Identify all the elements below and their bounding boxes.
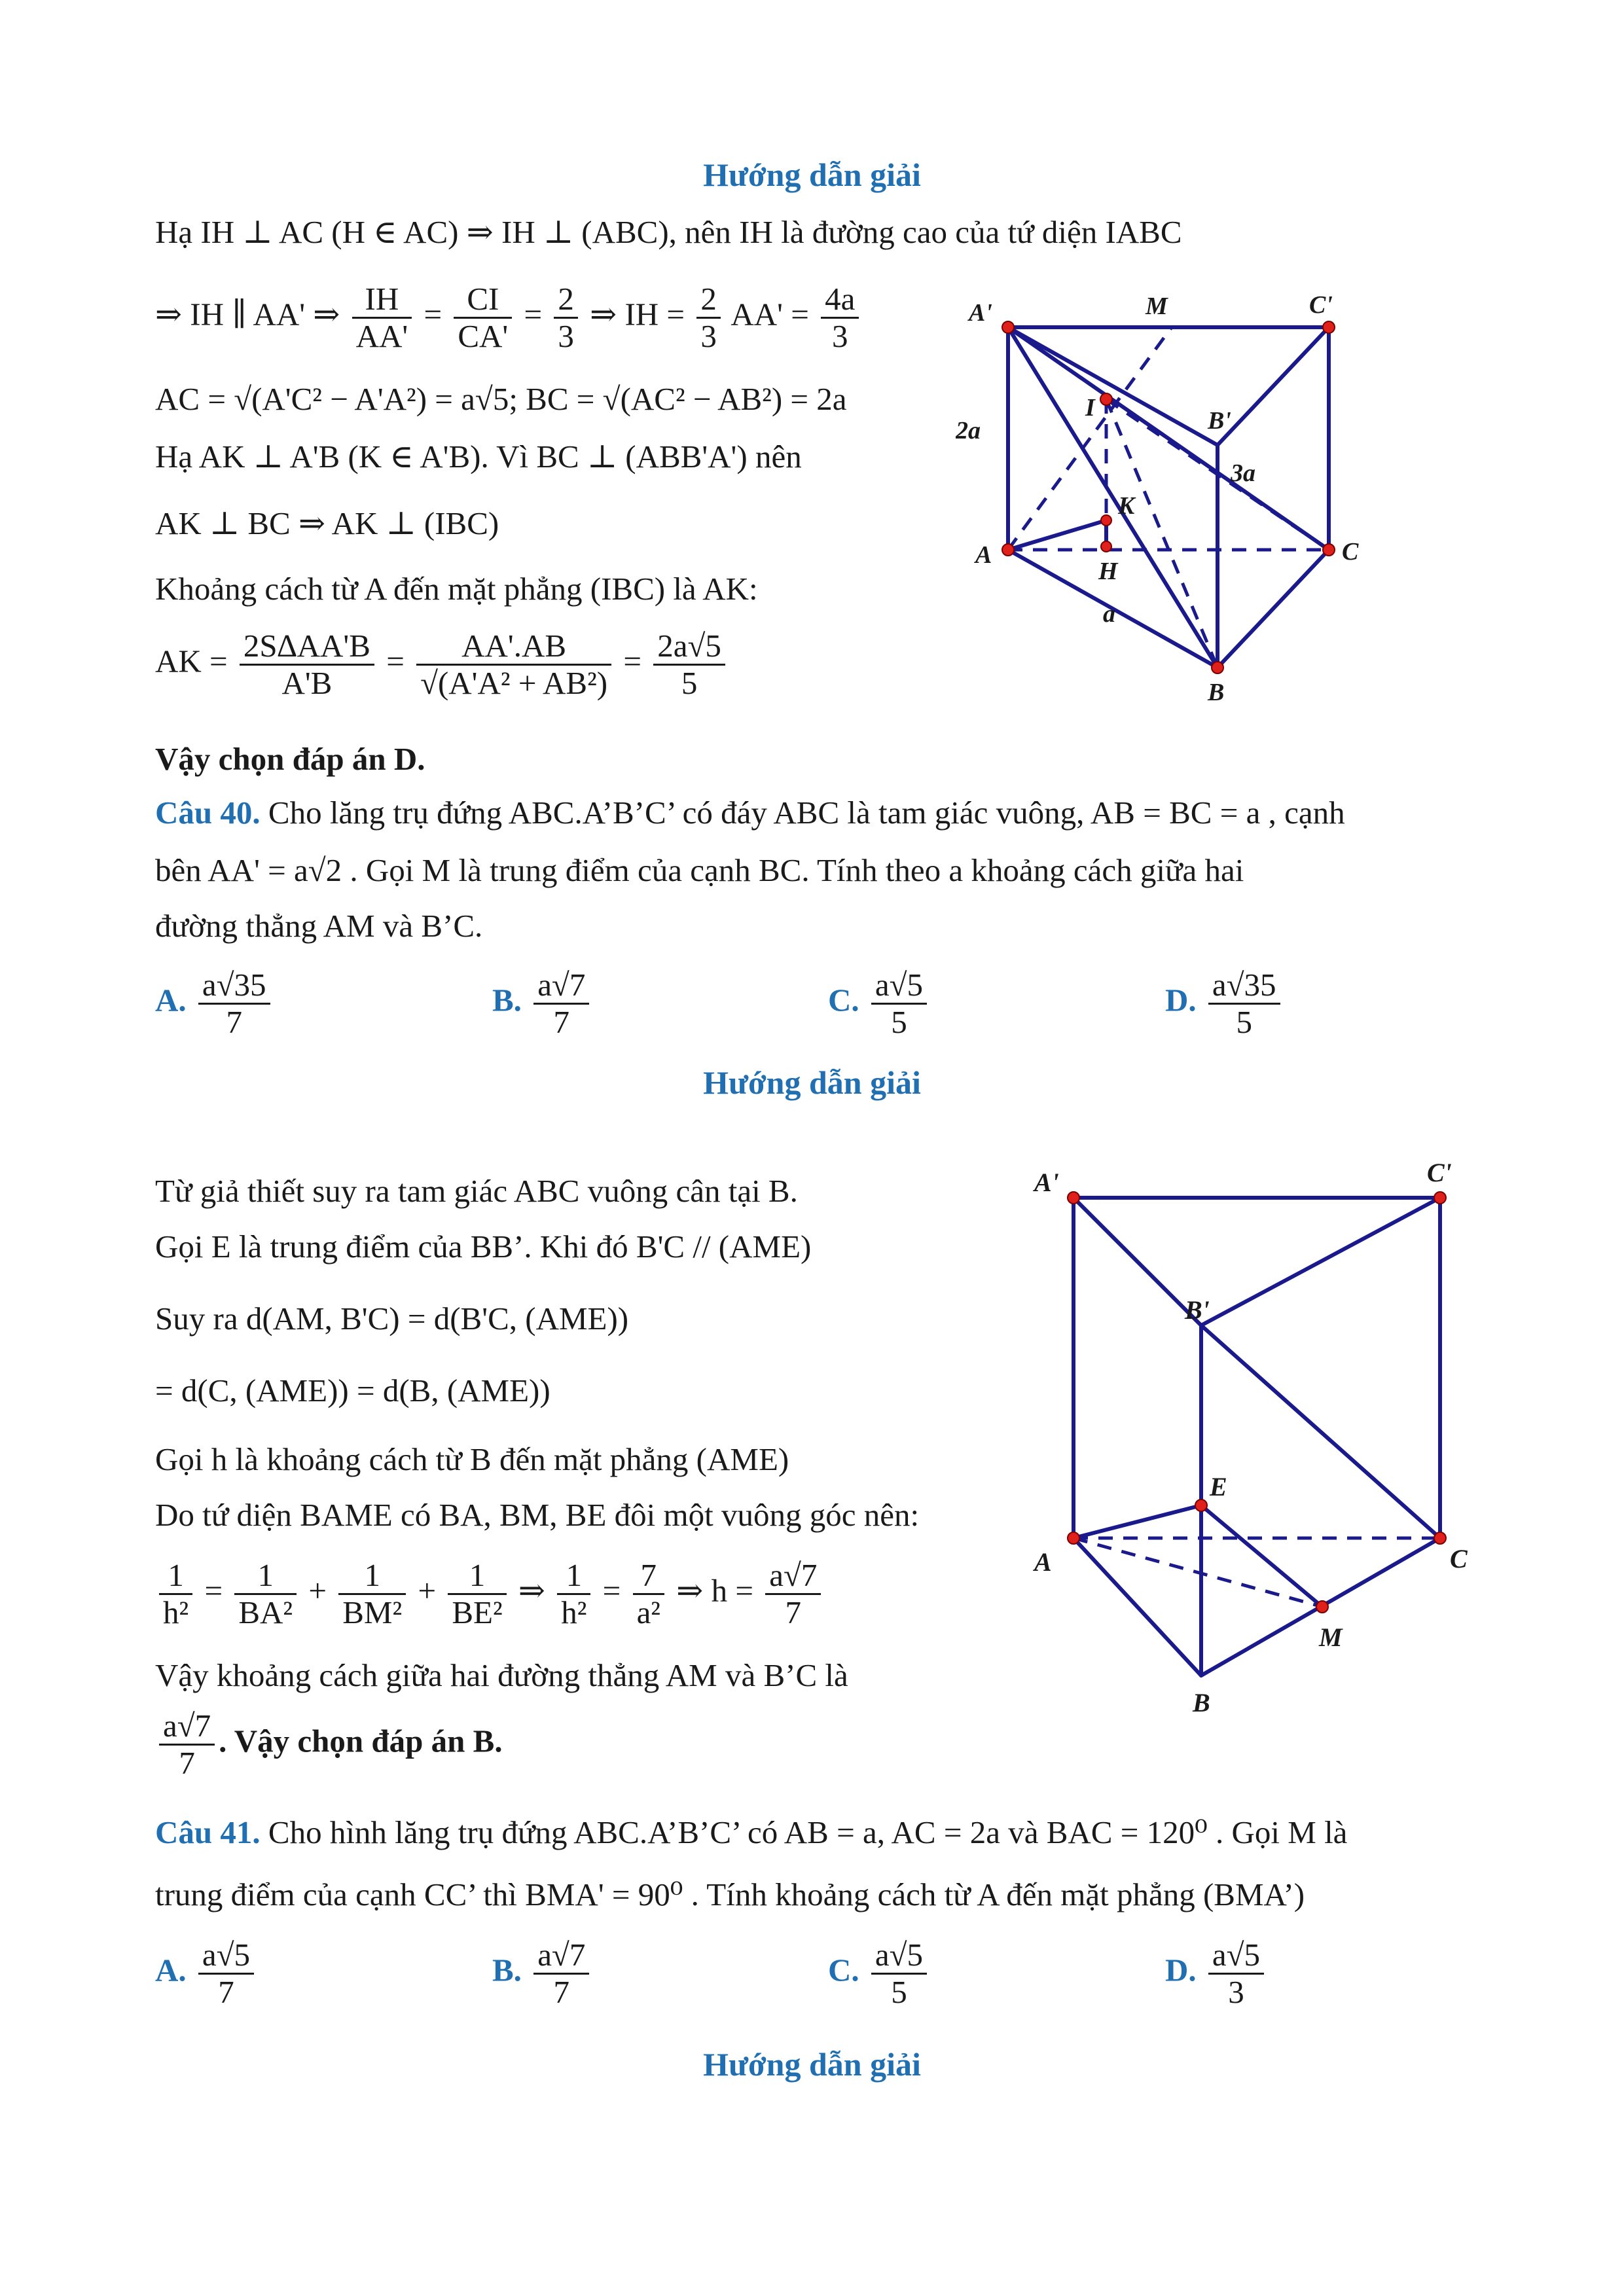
sol40-line-7 <box>155 1558 825 1630</box>
q41-option-b-label: B. <box>492 1952 522 1988</box>
q40-option-b-den: 7 <box>553 1003 570 1040</box>
q41-option-d[interactable] <box>1165 1937 1268 2010</box>
frac-2-3-b: $\frac{2}{3}$ <box>696 281 721 354</box>
edge-ib-hidden <box>1106 399 1218 668</box>
label-a1: A' <box>969 299 992 327</box>
label2-a1: A' <box>1034 1168 1059 1197</box>
q40-option-d[interactable] <box>1165 967 1284 1040</box>
q40-line-3: đường thẳng AM và B’C. <box>155 908 483 944</box>
q41-option-d-num: a√5 <box>1208 1937 1264 1975</box>
label2-b1: B' <box>1185 1295 1210 1325</box>
edge-ak <box>1008 520 1106 550</box>
q41-option-c-den: 5 <box>891 1973 907 2010</box>
frac-2-3: $\frac{2}{3}$ <box>554 281 578 354</box>
sol39-l2c: AA' = <box>731 296 809 332</box>
sol39-l2a: ⇒ IH ∥ AA' ⇒ <box>155 296 340 332</box>
edge2-b1c <box>1201 1325 1440 1538</box>
label2-c: C <box>1450 1544 1468 1573</box>
frac-1-bm2: $\frac{1}{\text{BM²}}$ <box>338 1558 406 1630</box>
q40-option-a-label: A. <box>155 982 187 1018</box>
edge2-ab <box>1074 1538 1201 1676</box>
q40-option-c-num: a√5 <box>871 967 927 1005</box>
sol39-line-4: Hạ AK ⊥ A'B (K ∈ A'B). Vì BC ⊥ (ABB'A') nên <box>155 439 802 475</box>
sol39-line-2 <box>155 281 863 354</box>
q41-option-d-label: D. <box>1165 1952 1197 1988</box>
figure-prism-1 <box>956 281 1414 726</box>
q41-line-2: trung điểm của cạnh CC’ thì BMA' = 90⁰ . Tính khoảng cách từ A đến mặt phẳng (BMA’) <box>155 1876 1305 1912</box>
equals-6: = <box>602 1572 621 1609</box>
label2-e: E <box>1210 1472 1227 1501</box>
label-a-len: a <box>1103 600 1115 628</box>
point-a <box>1002 544 1014 556</box>
frac-ih-aa: $\frac{IH}{AA'}$ <box>352 281 412 354</box>
frac-4a-3: $\frac{4a}{3}$ <box>821 281 859 354</box>
q40-option-c-den: 5 <box>891 1003 907 1040</box>
frac-aa-ab: $\frac{AA'.AB}{\text{√(A'A² + AB²)}}$ <box>416 628 611 701</box>
frac-2s: $\frac{2S\Delta AA'B}{A'B}$ <box>240 628 374 701</box>
q41-label: Câu 41. <box>155 1814 261 1850</box>
point2-e <box>1195 1499 1207 1511</box>
q40-option-c[interactable] <box>828 967 931 1040</box>
edge-am-hidden <box>1008 327 1172 550</box>
point2-a <box>1068 1532 1079 1544</box>
sol39-line-3: AC = √(A'C² − A'A²) = a√5; BC = √(AC² − AB²) = 2a <box>155 381 847 417</box>
label-a: A <box>975 541 992 569</box>
q41-option-a-num: a√5 <box>198 1937 254 1975</box>
ak-label: AK = <box>155 643 228 679</box>
label2-c1: C' <box>1427 1158 1452 1187</box>
sol39-line-5: AK ⊥ BC ⇒ AK ⊥ (IBC) <box>155 505 499 541</box>
q40-line-1 <box>155 793 1345 833</box>
q40-l1-text: Cho lăng trụ đứng ABC.A’B’C’ có đáy ABC là tam giác vuông, AB = BC = a , cạnh <box>260 795 1345 831</box>
point2-c1 <box>1434 1192 1446 1204</box>
frac-2a-sqrt5: $\frac{2a√5}{5}$ <box>653 628 725 701</box>
edge2-a1b1 <box>1074 1198 1201 1325</box>
sol40-line-2: Gọi E là trung điểm của BB’. Khi đó B'C // (AME) <box>155 1229 812 1265</box>
equals-2: = <box>524 296 543 332</box>
frac-1-be2: $\frac{1}{\text{BE²}}$ <box>448 1558 506 1630</box>
label2-a: A <box>1034 1547 1052 1577</box>
sol40-line-1: Từ giả thiết suy ra tam giác ABC vuông cân tại B. <box>155 1173 798 1209</box>
frac-1-ba2: $\frac{1}{\text{BA²}}$ <box>234 1558 297 1630</box>
q41-option-d-den: 3 <box>1228 1973 1244 2010</box>
sol40-line-6: Do tứ diện BAME có BA, BM, BE đôi một vuông góc nên: <box>155 1497 920 1533</box>
implies-1: ⇒ <box>518 1572 545 1609</box>
sol40-line-9 <box>155 1708 503 1781</box>
equals-4: = <box>623 643 641 679</box>
q40-option-a[interactable] <box>155 967 274 1040</box>
label-2a: 2a <box>956 417 981 444</box>
q41-option-c-num: a√5 <box>871 1937 927 1975</box>
frac-1-h2-b: $\frac{1}{\text{h²}}$ <box>557 1558 590 1630</box>
frac-ci-ca: $\frac{CI}{CA'}$ <box>454 281 512 354</box>
q40-option-a-num: a√35 <box>198 967 270 1005</box>
sol39-answer: Vậy chọn đáp án D. <box>155 741 425 777</box>
point-h <box>1101 541 1111 552</box>
label-c: C <box>1342 538 1359 565</box>
label-h: H <box>1098 558 1118 585</box>
point-a1 <box>1002 321 1014 333</box>
point-c1 <box>1323 321 1335 333</box>
edge-b1c1 <box>1218 327 1329 445</box>
q41-l1-text: Cho hình lăng trụ đứng ABC.A’B’C’ có AB = a, AC = 2a và BAC = 120⁰ . Gọi M là <box>260 1814 1348 1850</box>
point-c <box>1323 544 1335 556</box>
q40-line-2: bên AA' = a√2 . Gọi M là trung điểm của cạnh BC. Tính theo a khoảng cách giữa hai <box>155 852 1244 888</box>
point2-a1 <box>1068 1192 1079 1204</box>
label-b1: B' <box>1208 407 1231 435</box>
frac-7-a2: $\frac{7}{\text{a²}}$ <box>633 1558 664 1630</box>
sol39-line-1: Hạ IH ⊥ AC (H ∈ AC) ⇒ IH ⊥ (ABC), nên IH là đường cao của tứ diện IABC <box>155 214 1182 250</box>
q40-option-c-label: C. <box>828 982 859 1018</box>
equals-3: = <box>386 643 405 679</box>
label2-b: B <box>1193 1688 1210 1717</box>
q41-option-c-label: C. <box>828 1952 859 1988</box>
label-c1: C' <box>1309 291 1333 319</box>
sol39-line-7 <box>155 628 729 701</box>
solution-heading-1: Hướng dẫn giải <box>703 156 921 193</box>
q40-option-d-num: a√35 <box>1208 967 1280 1005</box>
sol39-line-6: Khoảng cách từ A đến mặt phẳng (IBC) là AK: <box>155 571 758 607</box>
frac-answer-a-sqrt7: $\frac{a√7}{7}$ <box>159 1708 215 1781</box>
plus-2: + <box>418 1572 437 1609</box>
plus-1: + <box>308 1572 327 1609</box>
q40-option-b[interactable] <box>492 967 593 1040</box>
solution-heading-2: Hướng dẫn giải <box>703 1064 921 1101</box>
point-i <box>1100 393 1112 405</box>
q41-option-a[interactable] <box>155 1937 258 2010</box>
sol40-line-5: Gọi h là khoảng cách từ B đến mặt phẳng (AME) <box>155 1441 789 1477</box>
label-i: I <box>1085 394 1095 422</box>
q41-option-a-den: 7 <box>218 1973 234 2010</box>
label-3a: 3a <box>1231 459 1255 487</box>
implies-h: ⇒ h = <box>676 1572 753 1609</box>
edge2-b1c1 <box>1201 1198 1440 1325</box>
label-b: B <box>1208 679 1225 706</box>
sol40-line-3: Suy ra d(AM, B'C) = d(B'C, (AME)) <box>155 1300 629 1336</box>
frac-1-h2: $\frac{1}{\text{h²}}$ <box>159 1558 192 1630</box>
equals-5: = <box>204 1572 223 1609</box>
point2-m <box>1316 1601 1328 1613</box>
solution-heading-3: Hướng dẫn giải <box>703 2046 921 2083</box>
q40-option-d-den: 5 <box>1236 1003 1252 1040</box>
q40-option-b-label: B. <box>492 982 522 1018</box>
q41-option-b-num: a√7 <box>533 1937 589 1975</box>
sol39-l2b: ⇒ IH = <box>590 296 685 332</box>
q41-line-1 <box>155 1813 1347 1852</box>
frac-a-sqrt7: $\frac{a√7}{7}$ <box>765 1558 821 1630</box>
q40-option-a-den: 7 <box>226 1003 242 1040</box>
q40-option-d-label: D. <box>1165 982 1197 1018</box>
q41-option-b[interactable] <box>492 1937 593 2010</box>
point2-c <box>1434 1532 1446 1544</box>
label-k: K <box>1118 492 1135 520</box>
figure-prism-2 <box>1021 1152 1519 1741</box>
point-k <box>1101 515 1111 526</box>
q40-option-b-num: a√7 <box>533 967 589 1005</box>
q40-label: Câu 40. <box>155 795 261 831</box>
sol40-line-4: = d(C, (AME)) = d(B, (AME)) <box>155 1372 550 1408</box>
q41-option-c[interactable] <box>828 1937 931 2010</box>
edge-a1b1 <box>1008 327 1218 445</box>
label-m: M <box>1146 293 1168 320</box>
point-b <box>1212 662 1223 673</box>
edge2-em <box>1201 1505 1322 1607</box>
sol40-line-8: Vậy khoảng cách giữa hai đường thẳng AM và B’C là <box>155 1657 848 1693</box>
sol40-answer: . Vậy chọn đáp án B. <box>219 1723 503 1759</box>
equals-1: = <box>424 296 442 332</box>
edge2-ae <box>1074 1505 1201 1538</box>
edge2-am-hidden <box>1074 1538 1322 1607</box>
edge-bc <box>1218 550 1329 668</box>
label2-m: M <box>1319 1623 1343 1652</box>
q41-option-a-label: A. <box>155 1952 187 1988</box>
q41-option-b-den: 7 <box>553 1973 570 2010</box>
